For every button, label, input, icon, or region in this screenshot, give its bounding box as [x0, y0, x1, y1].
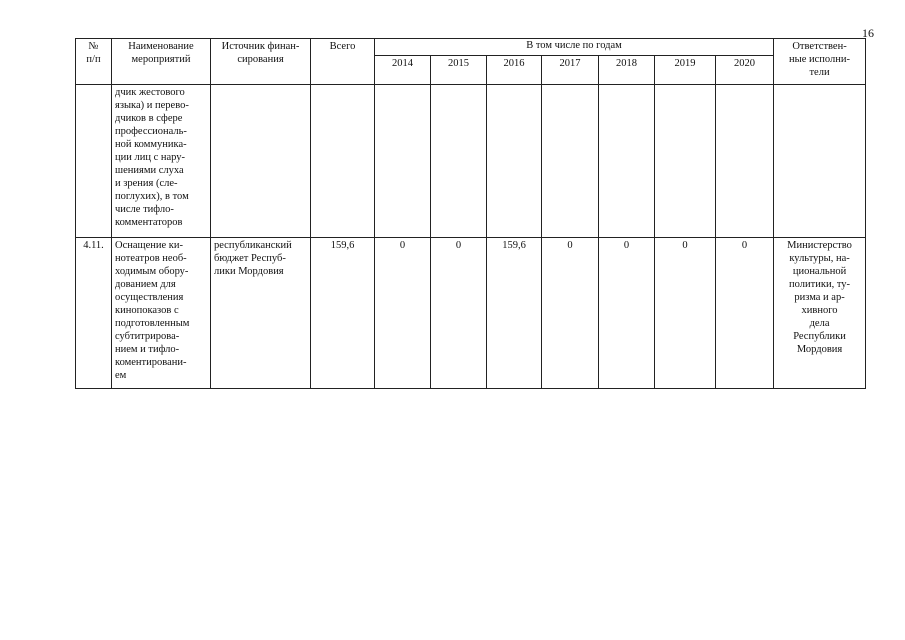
- page-number: 16: [862, 26, 874, 40]
- cell-year-value: 0: [431, 238, 487, 389]
- cell-name: дчик жестового языка) и перево- дчиков в сфере профессиональ- ной коммуника- ции лиц с нару- шениями слуха и зрения (сле- поглухих), в том числе тифло- комментаторов: [112, 85, 211, 238]
- cell-total: 159,6: [311, 238, 375, 389]
- header-source: Источник финан- сирования: [211, 39, 311, 85]
- cell-year-value: [655, 85, 716, 238]
- cell-year-value: 0: [599, 238, 655, 389]
- cell-year-value: [599, 85, 655, 238]
- cell-num: [76, 85, 112, 238]
- cell-year-value: [431, 85, 487, 238]
- cell-year-value: [542, 85, 599, 238]
- cell-num: 4.11.: [76, 238, 112, 389]
- cell-total: [311, 85, 375, 238]
- table-row: [76, 238, 866, 389]
- header-num: № п/п: [76, 39, 112, 85]
- header-year: 2017: [542, 56, 599, 85]
- cell-year-value: [716, 85, 774, 238]
- cell-responsible: Министерство культуры, на- циональной политики, ту- ризма и ар- хивного дела Республики Мордовия: [774, 238, 866, 389]
- header-responsible: Ответствен- ные исполни- тели: [774, 39, 866, 85]
- table-row: [76, 85, 866, 238]
- cell-year-value: [375, 85, 431, 238]
- cell-source: [211, 85, 311, 238]
- cell-responsible: [774, 85, 866, 238]
- cell-year-value: 0: [716, 238, 774, 389]
- cell-source: республиканский бюджет Респуб- лики Мордовия: [211, 238, 311, 389]
- program-table: [75, 38, 866, 389]
- cell-year-value: 0: [655, 238, 716, 389]
- cell-name: Оснащение ки- нотеатров необ- ходимым обору- дованием для осуществления кинопоказов с подготовленным субтитрирова- нием и тифло- коментировани- ем: [112, 238, 211, 389]
- cell-year-value: 159,6: [487, 238, 542, 389]
- header-year: 2015: [431, 56, 487, 85]
- header-year: 2018: [599, 56, 655, 85]
- header-year: 2016: [487, 56, 542, 85]
- header-total: Всего: [311, 39, 375, 85]
- cell-year-value: 0: [375, 238, 431, 389]
- header-year: 2020: [716, 56, 774, 85]
- cell-year-value: 0: [542, 238, 599, 389]
- header-name: Наименование мероприятий: [112, 39, 211, 85]
- cell-year-value: [487, 85, 542, 238]
- header-year: 2014: [375, 56, 431, 85]
- header-year: 2019: [655, 56, 716, 85]
- header-years-group: В том числе по годам: [375, 39, 774, 56]
